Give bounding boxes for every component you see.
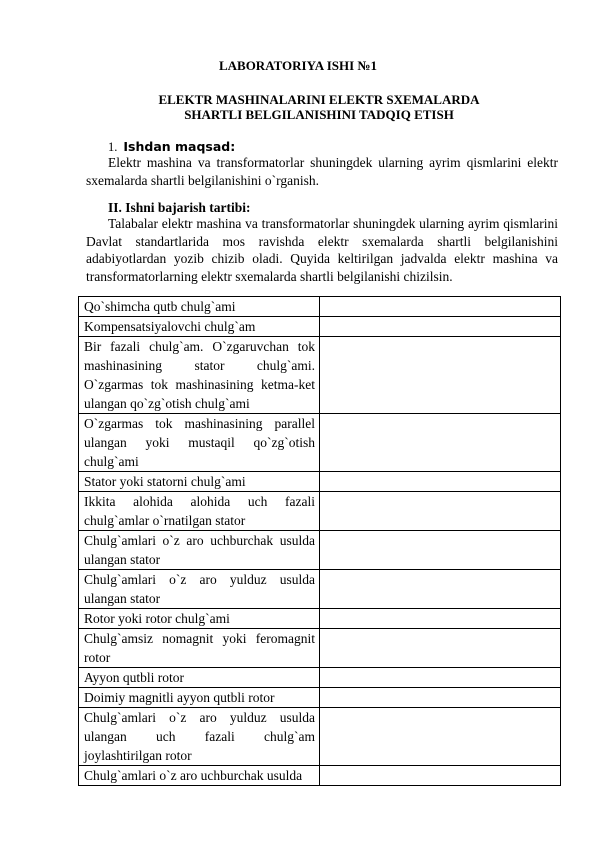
element-name-cell: Chulg`amlari o`z aro yulduz usulda ulangan stator	[79, 570, 320, 609]
element-name-cell: Chulg`amsiz nomagnit yoki feromagnit rotor	[79, 629, 320, 668]
symbol-drawing-cell	[320, 629, 561, 668]
table-row	[79, 492, 561, 531]
element-name-cell: Rotor yoki rotor chulg`ami	[79, 609, 320, 629]
table-row	[79, 708, 561, 766]
symbol-drawing-cell	[320, 688, 561, 708]
goal-text: Elektr mashina va transformatorlar shuningdek ularning ayrim qismlarini elektr sxemalarda shartli belgilanishini o`rganish.	[86, 155, 558, 188]
table-row	[79, 531, 561, 570]
goal-heading-text: Ishdan maqsad:	[123, 139, 236, 154]
element-name-cell: Chulg`amlari o`z aro uchburchak usulda ulangan stator	[79, 531, 320, 570]
symbol-drawing-cell	[320, 472, 561, 492]
table-row	[79, 337, 561, 414]
symbol-drawing-cell	[320, 297, 561, 317]
table-row	[79, 766, 561, 786]
subtitle-line-2: SHARTLI BELGILANISHINI TADQIQ ETISH	[184, 107, 454, 122]
subtitle-line-1: ELEKTR MASHINALARINI ELEKTR SXEMALARDA	[158, 92, 480, 107]
symbol-drawing-cell	[320, 317, 561, 337]
element-name-cell: Chulg`amlari o`z aro uchburchak usulda	[79, 766, 320, 786]
element-name-cell: Kompensatsiyalovchi chulg`am	[79, 317, 320, 337]
symbols-table	[78, 296, 561, 786]
table-row	[79, 668, 561, 688]
table-row	[79, 629, 561, 668]
table-row	[79, 414, 561, 472]
symbol-drawing-cell	[320, 609, 561, 629]
symbol-drawing-cell	[320, 570, 561, 609]
element-name-cell: Stator yoki statorni chulg`ami	[79, 472, 320, 492]
symbol-drawing-cell	[320, 766, 561, 786]
goal-number: 1.	[108, 140, 118, 154]
table-row	[79, 297, 561, 317]
table-row	[79, 472, 561, 492]
element-name-cell: Bir fazali chulg`am. O`zgaruvchan tok mashinasining stator chulg`ami. O`zgarmas tok mashinasining ketma-ket ulangan qo`zg`otish chulg`ami	[79, 337, 320, 414]
element-name-cell: Qo`shimcha qutb chulg`ami	[79, 297, 320, 317]
element-name-cell: Ikkita alohida alohida uch fazali chulg`amlar o`rnatilgan stator	[79, 492, 320, 531]
symbol-drawing-cell	[320, 492, 561, 531]
procedure-text: Talabalar elektr mashina va transformatorlar shuningdek ularning ayrim qismlarini Davlat standartlarida mos ravishda elektr sxemalarda shartli belgilanishini adabiyotlardan yozib chizib oladi. Quyida keltirilgan jadvalda elektr mashina va transformatorlarning elektr sxemalarda shartli belgilanishi chizilsin.	[86, 216, 558, 284]
table-row	[79, 570, 561, 609]
lab-title: LABORATORIYA ISHI №1	[218, 58, 378, 73]
element-name-cell: O`zgarmas tok mashinasining parallel ulangan yoki mustaqil qo`zg`otish chulg`ami	[79, 414, 320, 472]
symbol-drawing-cell	[320, 414, 561, 472]
table-row	[79, 609, 561, 629]
symbol-drawing-cell	[320, 668, 561, 688]
element-name-cell: Ayyon qutbli rotor	[79, 668, 320, 688]
element-name-cell: Chulg`amlari o`z aro yulduz usulda ulangan uch fazali chulg`am joylashtirilgan rotor	[79, 708, 320, 766]
table-row	[79, 317, 561, 337]
element-name-cell: Doimiy magnitli ayyon qutbli rotor	[79, 688, 320, 708]
symbol-drawing-cell	[320, 708, 561, 766]
symbol-drawing-cell	[320, 531, 561, 570]
symbol-drawing-cell	[320, 337, 561, 414]
procedure-heading: II. Ishni bajarish tartibi:	[108, 200, 251, 215]
table-row	[79, 688, 561, 708]
